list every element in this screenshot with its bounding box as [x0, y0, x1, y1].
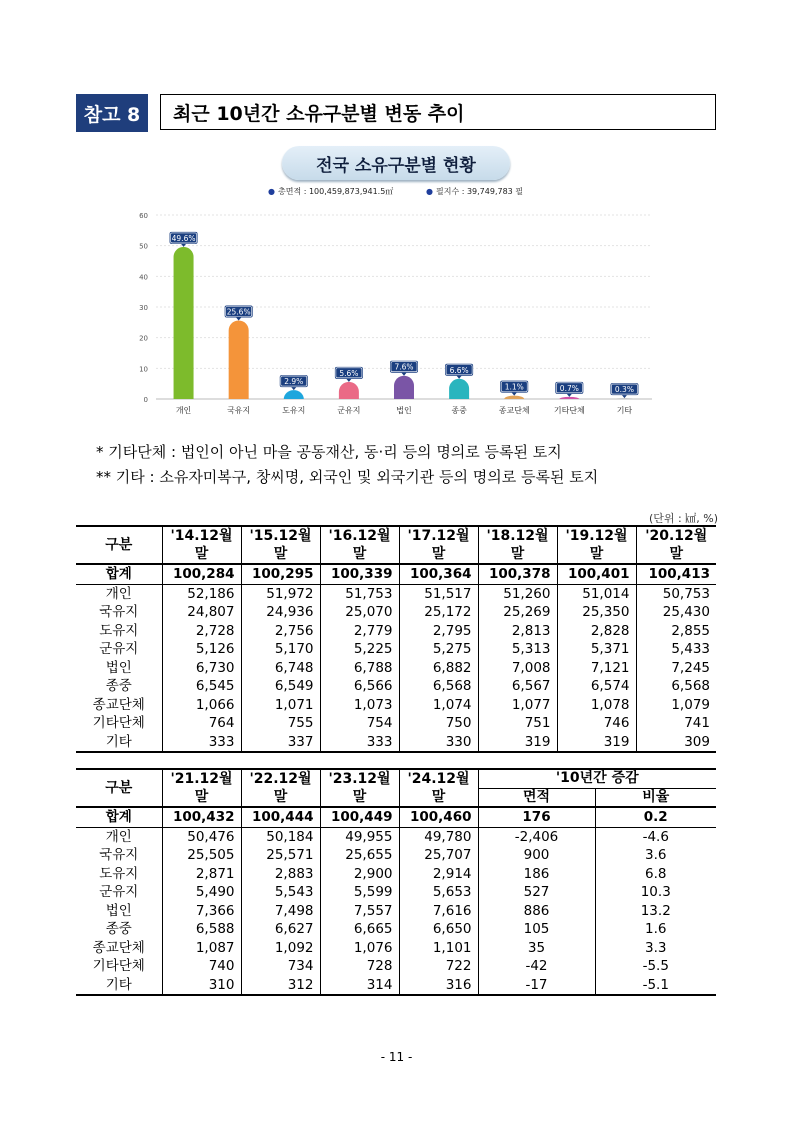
table-cell: 5,433: [636, 640, 716, 659]
table-cell: 100,449: [320, 807, 399, 827]
table-row: [76, 902, 716, 921]
table-cell: 6,882: [399, 659, 478, 678]
bar: [229, 320, 249, 399]
table-cell: 105: [478, 920, 595, 939]
table-cell: 1.6: [595, 920, 716, 939]
table-cell: 5,126: [162, 640, 241, 659]
table-cell: 2,795: [399, 622, 478, 641]
table-cell: 5,371: [557, 640, 636, 659]
row-label: 종중: [76, 920, 162, 939]
bar: [394, 376, 414, 399]
table-cell: 2,900: [320, 865, 399, 884]
table-cell: 6,627: [241, 920, 320, 939]
bar: [339, 382, 359, 399]
table-row: [76, 659, 716, 678]
y-tick-label: 20: [139, 334, 148, 343]
table-cell: 5,543: [241, 883, 320, 902]
table-cell: 309: [636, 733, 716, 753]
table-cell: 5,275: [399, 640, 478, 659]
table-cell: 330: [399, 733, 478, 753]
table-row: [76, 920, 716, 939]
table-row: [76, 622, 716, 641]
table-cell: 176: [478, 807, 595, 827]
table-cell: 7,121: [557, 659, 636, 678]
table-cell: 10.3: [595, 883, 716, 902]
table-cell: 51,753: [320, 584, 399, 603]
column-header-10yr-change: '10년간 증감: [478, 769, 716, 788]
table-cell: 6,567: [478, 677, 557, 696]
table-cell: 1,087: [162, 939, 241, 958]
table-row: [76, 883, 716, 902]
data-label-pointer: [567, 394, 572, 397]
table-cell: 7,498: [241, 902, 320, 921]
table-cell: 1,079: [636, 696, 716, 715]
y-tick-label: 0: [143, 396, 148, 404]
table-cell: 24,807: [162, 603, 241, 622]
x-tick-label: 도유지: [282, 406, 306, 415]
table-cell: 900: [478, 846, 595, 865]
table-cell: 25,655: [320, 846, 399, 865]
table-cell: 750: [399, 714, 478, 733]
table-cell: 1,077: [478, 696, 557, 715]
ownership-table-2021-2024: [76, 768, 716, 996]
table-cell: 51,260: [478, 584, 557, 603]
column-header-year: '18.12월말: [478, 526, 557, 564]
row-label: 합계: [76, 807, 162, 827]
table-cell: 6,665: [320, 920, 399, 939]
table-cell: 6,566: [320, 677, 399, 696]
table-cell: 755: [241, 714, 320, 733]
table-cell: -4.6: [595, 827, 716, 846]
table-cell: 2,914: [399, 865, 478, 884]
column-header-category: 구분: [76, 769, 162, 807]
row-label: 기타: [76, 733, 162, 753]
row-label: 법인: [76, 902, 162, 921]
section-badge: 참고 8: [76, 94, 148, 132]
chart-title: 전국 소유구분별 현황: [282, 146, 510, 180]
table-cell: -5.1: [595, 976, 716, 996]
x-tick-label: 군유지: [337, 406, 361, 415]
table-cell: 754: [320, 714, 399, 733]
table-cell: 100,295: [241, 564, 320, 584]
table-cell: 7,008: [478, 659, 557, 678]
table-cell: 1,092: [241, 939, 320, 958]
data-label: 5.6%: [339, 368, 359, 378]
footnote-other: ** 기타 : 소유자미복구, 창씨명, 외국인 및 외국기관 등의 명의로 등록된 토지: [96, 468, 599, 486]
data-label: 49.6%: [171, 233, 196, 243]
table-cell: 5,170: [241, 640, 320, 659]
column-header-year: '22.12월말: [241, 769, 320, 807]
table-cell: 7,245: [636, 659, 716, 678]
table-cell: 100,444: [241, 807, 320, 827]
table-cell: 1,076: [320, 939, 399, 958]
data-label: 2.9%: [284, 377, 304, 387]
table-row: [76, 939, 716, 958]
bar: [559, 397, 579, 399]
table-cell: 100,339: [320, 564, 399, 584]
column-header-year: '21.12월말: [162, 769, 241, 807]
bullet-icon: ●: [426, 187, 433, 196]
table-cell: 6.8: [595, 865, 716, 884]
table-cell: 741: [636, 714, 716, 733]
table-cell: 25,350: [557, 603, 636, 622]
bar: [449, 379, 469, 399]
table-row: [76, 603, 716, 622]
table-cell: 49,780: [399, 827, 478, 846]
table-cell: 6,748: [241, 659, 320, 678]
legend-total-area: ● 총면적 : 100,459,873,941.5㎡: [268, 187, 394, 196]
bar: [614, 398, 634, 399]
row-label: 국유지: [76, 846, 162, 865]
table-cell: -2,406: [478, 827, 595, 846]
table-cell: 886: [478, 902, 595, 921]
table-cell: 337: [241, 733, 320, 753]
table-cell: 52,186: [162, 584, 241, 603]
table-cell: 2,828: [557, 622, 636, 641]
row-label: 도유지: [76, 865, 162, 884]
table-cell: 314: [320, 976, 399, 996]
table-row: [76, 827, 716, 846]
table-cell: 6,574: [557, 677, 636, 696]
x-tick-label: 법인: [396, 406, 412, 415]
data-label-pointer: [402, 373, 407, 376]
table-row: [76, 733, 716, 753]
column-header-area: 면적: [478, 788, 595, 807]
data-label: 1.1%: [504, 382, 524, 392]
column-header-year: '16.12월말: [320, 526, 399, 564]
table-cell: 6,545: [162, 677, 241, 696]
table-cell: 50,184: [241, 827, 320, 846]
section-title: 최근 10년간 소유구분별 변동 추이: [160, 94, 716, 130]
table-cell: 312: [241, 976, 320, 996]
table-row: [76, 714, 716, 733]
table-cell: 1,071: [241, 696, 320, 715]
column-header-year: '15.12월말: [241, 526, 320, 564]
column-header-year: '14.12월말: [162, 526, 241, 564]
table-row: [76, 957, 716, 976]
row-label: 기타단체: [76, 957, 162, 976]
bar: [504, 396, 524, 399]
row-label: 기타: [76, 976, 162, 996]
ownership-bar-chart: [120, 205, 660, 423]
table-cell: 1,073: [320, 696, 399, 715]
bar: [284, 390, 304, 399]
table-cell: -42: [478, 957, 595, 976]
table-cell: 0.2: [595, 807, 716, 827]
table-cell: 2,728: [162, 622, 241, 641]
row-label: 합계: [76, 564, 162, 584]
table-cell: 7,616: [399, 902, 478, 921]
table-cell: 100,413: [636, 564, 716, 584]
table-cell: 6,568: [636, 677, 716, 696]
x-tick-label: 기타단체: [553, 406, 585, 415]
page-number: - 11 -: [380, 1050, 413, 1064]
y-tick-label: 40: [139, 273, 148, 282]
x-tick-label: 종중: [451, 406, 467, 415]
table-cell: 7,366: [162, 902, 241, 921]
table-cell: 6,588: [162, 920, 241, 939]
table-row: [76, 564, 716, 584]
table-cell: 25,172: [399, 603, 478, 622]
table-cell: 6,568: [399, 677, 478, 696]
table-cell: 49,955: [320, 827, 399, 846]
table-cell: 6,730: [162, 659, 241, 678]
row-label: 개인: [76, 827, 162, 846]
table-cell: 740: [162, 957, 241, 976]
data-label-pointer: [291, 387, 296, 390]
table-cell: 728: [320, 957, 399, 976]
table-cell: 24,936: [241, 603, 320, 622]
table-cell: 5,313: [478, 640, 557, 659]
table-cell: 333: [320, 733, 399, 753]
table-row: [76, 677, 716, 696]
legend-parcel-count: ● 필지수 : 39,749,783 필: [426, 187, 524, 196]
table-cell: 5,653: [399, 883, 478, 902]
table-cell: 186: [478, 865, 595, 884]
table-cell: -5.5: [595, 957, 716, 976]
table-cell: 3.6: [595, 846, 716, 865]
table-row: [76, 696, 716, 715]
table-cell: 734: [241, 957, 320, 976]
data-label-pointer: [622, 395, 627, 398]
table-cell: 6,788: [320, 659, 399, 678]
column-header-year: '17.12월말: [399, 526, 478, 564]
table-cell: 2,756: [241, 622, 320, 641]
column-header-year: '23.12월말: [320, 769, 399, 807]
table-cell: 100,432: [162, 807, 241, 827]
column-header-year: '19.12월말: [557, 526, 636, 564]
table-cell: 50,476: [162, 827, 241, 846]
table-cell: 6,650: [399, 920, 478, 939]
table-cell: 310: [162, 976, 241, 996]
table-cell: 5,225: [320, 640, 399, 659]
x-tick-label: 기타: [616, 406, 633, 415]
table-cell: 2,813: [478, 622, 557, 641]
column-header-year: '24.12월말: [399, 769, 478, 807]
table-cell: 51,972: [241, 584, 320, 603]
row-label: 군유지: [76, 640, 162, 659]
row-label: 군유지: [76, 883, 162, 902]
table-cell: 25,505: [162, 846, 241, 865]
table-cell: -17: [478, 976, 595, 996]
x-tick-label: 개인: [175, 406, 192, 415]
table-cell: 3.3: [595, 939, 716, 958]
table-cell: 2,779: [320, 622, 399, 641]
table-cell: 527: [478, 883, 595, 902]
data-label-pointer: [457, 376, 462, 379]
data-label: 7.6%: [394, 362, 414, 372]
footnote-other-groups: * 기타단체 : 법인이 아닌 마을 공동재산, 동·리 등의 명의로 등록된 토지: [96, 443, 562, 461]
table-cell: 2,871: [162, 865, 241, 884]
table-row: [76, 584, 716, 603]
row-label: 종중: [76, 677, 162, 696]
table-cell: 51,517: [399, 584, 478, 603]
table-cell: 1,066: [162, 696, 241, 715]
table-row: [76, 846, 716, 865]
table-cell: 751: [478, 714, 557, 733]
table-row: [76, 807, 716, 827]
table-cell: 1,074: [399, 696, 478, 715]
table-cell: 35: [478, 939, 595, 958]
table-cell: 2,883: [241, 865, 320, 884]
column-header-ratio: 비율: [595, 788, 716, 807]
row-label: 종교단체: [76, 939, 162, 958]
table-cell: 100,401: [557, 564, 636, 584]
table-cell: 6,549: [241, 677, 320, 696]
row-label: 개인: [76, 584, 162, 603]
table-cell: 5,490: [162, 883, 241, 902]
table-cell: 100,378: [478, 564, 557, 584]
table-cell: 7,557: [320, 902, 399, 921]
bullet-icon: ●: [268, 187, 275, 196]
table-cell: 5,599: [320, 883, 399, 902]
row-label: 종교단체: [76, 696, 162, 715]
table-cell: 100,460: [399, 807, 478, 827]
table-cell: 333: [162, 733, 241, 753]
row-label: 도유지: [76, 622, 162, 641]
column-header-year: '20.12월말: [636, 526, 716, 564]
unit-label: (단위 : ㎢, %): [649, 512, 718, 525]
table-cell: 100,364: [399, 564, 478, 584]
table-cell: 319: [557, 733, 636, 753]
table-cell: 51,014: [557, 584, 636, 603]
section-header: [76, 94, 718, 132]
data-label: 0.3%: [614, 385, 634, 395]
table-cell: 100,284: [162, 564, 241, 584]
row-label: 기타단체: [76, 714, 162, 733]
bar: [174, 247, 194, 399]
table-cell: 13.2: [595, 902, 716, 921]
y-tick-label: 50: [139, 242, 148, 251]
table-cell: 2,855: [636, 622, 716, 641]
table-cell: 25,430: [636, 603, 716, 622]
table-cell: 1,101: [399, 939, 478, 958]
x-tick-label: 국유지: [227, 406, 251, 415]
table-cell: 722: [399, 957, 478, 976]
table-cell: 25,571: [241, 846, 320, 865]
table-cell: 316: [399, 976, 478, 996]
y-tick-label: 60: [139, 212, 148, 220]
ownership-table-2014-2020: [76, 525, 716, 753]
table-cell: 746: [557, 714, 636, 733]
table-cell: 1,078: [557, 696, 636, 715]
table-cell: 25,707: [399, 846, 478, 865]
y-tick-label: 30: [139, 304, 148, 312]
table-row: [76, 865, 716, 884]
x-tick-label: 종교단체: [498, 406, 530, 415]
row-label: 국유지: [76, 603, 162, 622]
table-cell: 50,753: [636, 584, 716, 603]
table-cell: 319: [478, 733, 557, 753]
table-cell: 764: [162, 714, 241, 733]
table-row: [76, 976, 716, 996]
table-row: [76, 640, 716, 659]
column-header-category: 구분: [76, 526, 162, 564]
table-cell: 25,070: [320, 603, 399, 622]
data-label-pointer: [346, 379, 351, 382]
table-cell: 25,269: [478, 603, 557, 622]
data-label: 25.6%: [226, 307, 251, 317]
data-label-pointer: [512, 393, 517, 396]
data-label-pointer: [236, 317, 241, 320]
data-label: 0.7%: [559, 383, 579, 393]
data-label: 6.6%: [449, 365, 469, 375]
y-tick-label: 10: [139, 365, 148, 374]
row-label: 법인: [76, 659, 162, 678]
